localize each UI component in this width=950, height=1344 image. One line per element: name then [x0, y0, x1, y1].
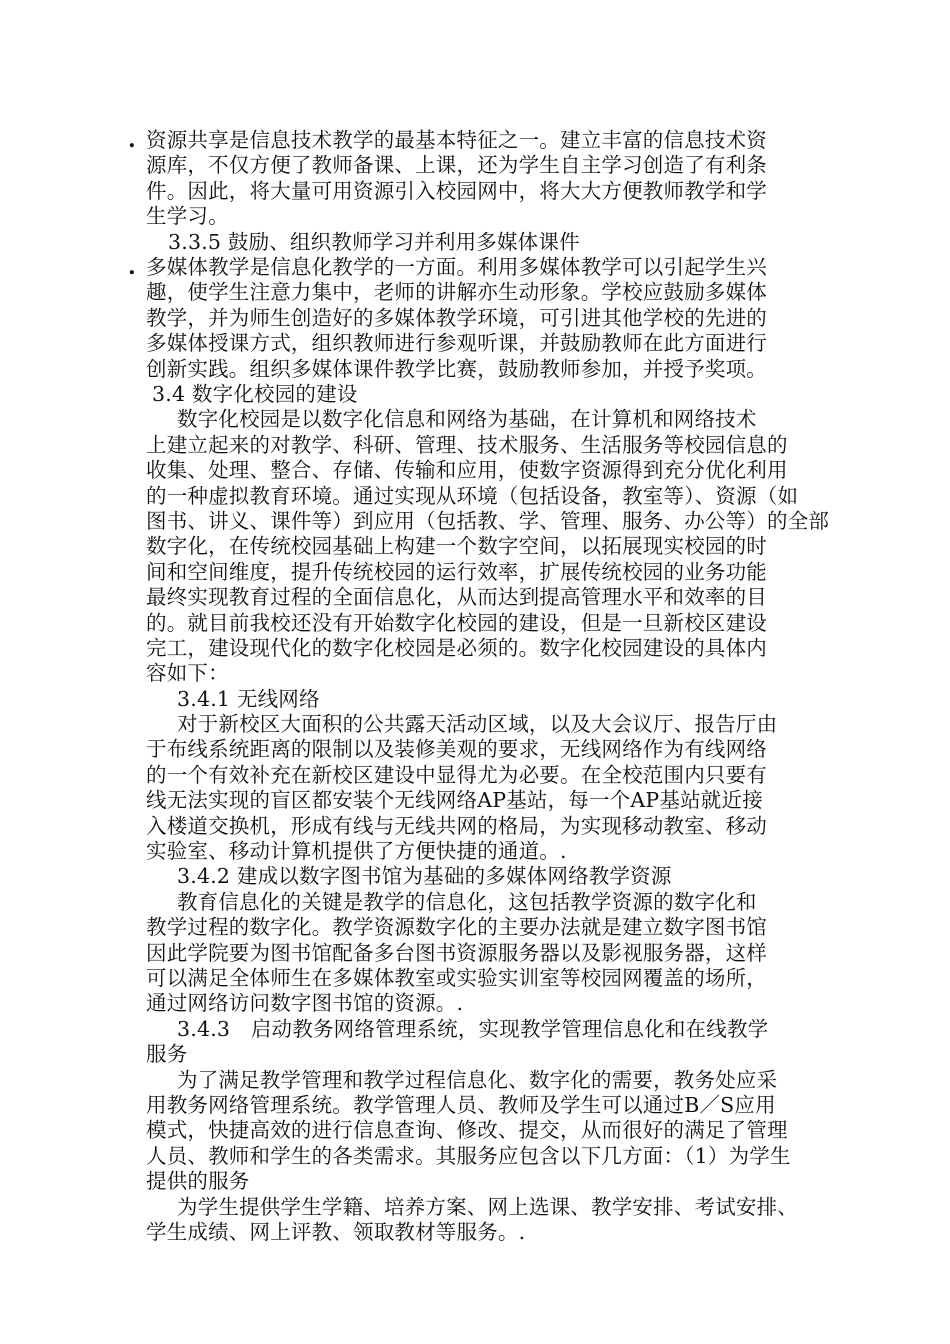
text-line: 间和空间维度，提升传统校园的运行效率，扩展传统校园的业务功能	[146, 559, 767, 584]
text-line: 提供的服务	[146, 1169, 250, 1194]
text-line: 为了满足教学管理和教学过程信息化、数字化的需要，教务处应采	[177, 1067, 778, 1092]
text-line: 用教务网络管理系统。教学管理人员、教师及学生可以通过B／S应用	[146, 1093, 776, 1118]
text-line: 的一种虚拟教育环境。通过实现从环境（包括设备，教室等）、资源（如	[146, 483, 799, 508]
text-line: 趣，使学生注意力集中，老师的讲解亦生动形象。学校应鼓励多媒体	[146, 280, 767, 305]
text-line: 服务	[146, 1042, 188, 1067]
bullet-mark: .	[128, 253, 136, 280]
text-line: 线无法实现的盲区都安装个无线网络AP基站，每一个AP基站就近接	[146, 788, 763, 813]
text-line: 于布线系统距离的限制以及装修美观的要求，无线网络作为有线网络	[146, 737, 767, 762]
text-line: 对于新校区大面积的公共露天活动区域，以及大会议厅、报告厅由	[177, 712, 778, 737]
text-line: 学生成绩、网上评教、领取教材等服务。.	[146, 1220, 526, 1244]
text-line: 数字化校园是以数字化信息和网络为基础，在计算机和网络技术	[177, 407, 757, 432]
text-line: 资源共享是信息技术教学的最基本特征之一。建立丰富的信息技术资	[146, 128, 767, 152]
text-line: 最终实现教育过程的全面信息化，从而达到提高管理水平和效率的目	[146, 585, 767, 610]
text-line: 模式，快捷高效的进行信息查询、修改、提交，从而很好的满足了管理	[146, 1118, 788, 1143]
text-line: 可以满足全体师生在多媒体教室或实验实训室等校园网覆盖的场所，	[146, 966, 767, 991]
text-line: 教育信息化的关键是教学的信息化，这包括教学资源的数字化和	[177, 889, 757, 914]
text-line: 源库，不仅方便了教师备课、上课，还为学生自主学习创造了有利条	[146, 153, 767, 178]
text-line: 图书、讲义、课件等）到应用（包括教、学、管理、服务、办公等）的全部	[146, 508, 830, 533]
text-line: 入楼道交换机，形成有线与无线共网的格局，为实现移动教室、移动	[146, 813, 767, 838]
text-line: 完工，建设现代化的数字化校园是必须的。数字化校园建设的具体内	[146, 635, 767, 660]
text-line: 件。因此，将大量可用资源引入校园网中，将大大方便教师教学和学	[146, 178, 767, 203]
text-line: 多媒体教学是信息化教学的一方面。利用多媒体教学可以引起学生兴	[146, 254, 767, 279]
text-line: 为学生提供学生学籍、培养方案、网上选课、教学安排、考试安排、	[177, 1194, 798, 1219]
section-heading: 3.4.3 启动教务网络管理系统，实现教学管理信息化和在线教学	[177, 1016, 769, 1041]
text-line: 数字化，在传统校园基础上构建一个数字空间，以拓展现实校园的时	[146, 534, 767, 559]
bullet-mark: .	[128, 127, 136, 153]
text-line: 收集、处理、整合、存储、传输和应用，使数字资源得到充分优化利用	[146, 458, 788, 483]
text-line: 容如下：	[146, 661, 229, 686]
section-heading: 3.4.2 建成以数字图书馆为基础的多媒体网络教学资源	[177, 864, 672, 889]
text-line: 教学过程的数字化。教学资源数字化的主要办法就是建立数字图书馆	[146, 915, 767, 940]
section-heading: 3.4 数字化校园的建设	[152, 381, 358, 406]
text-line: 的一个有效补充在新校区建设中显得尤为必要。在全校范围内只要有	[146, 762, 767, 787]
text-line: 生学习。	[146, 204, 229, 229]
text-line: 上建立起来的对教学、科研、管理、技术服务、生活服务等校园信息的	[146, 432, 788, 457]
text-line: 的。就目前我校还没有开始数字化校园的建设，但是一旦新校区建设	[146, 610, 767, 635]
text-line: 实验室、移动计算机提供了方便快捷的通道。.	[146, 839, 567, 864]
section-heading: 3.4.1 无线网络	[177, 686, 320, 711]
text-line: 通过网络访问数字图书馆的资源。.	[146, 991, 464, 1016]
text-line: 创新实践。组织多媒体课件教学比赛，鼓励教师参加，并授予奖项。	[146, 356, 767, 381]
text-line: 教学，并为师生创造好的多媒体教学环境，可引进其他学校的先进的	[146, 305, 767, 330]
text-line: 因此学院要为图书馆配备多台图书资源服务器以及影视服务器，这样	[146, 940, 767, 965]
text-line: 多媒体授课方式，组织教师进行参观听课，并鼓励教师在此方面进行	[146, 331, 767, 356]
section-heading: 3.3.5 鼓励、组织教师学习并利用多媒体课件	[168, 229, 580, 254]
text-line: 人员、教师和学生的各类需求。其服务应包含以下几方面：（1）为学生	[146, 1143, 791, 1168]
